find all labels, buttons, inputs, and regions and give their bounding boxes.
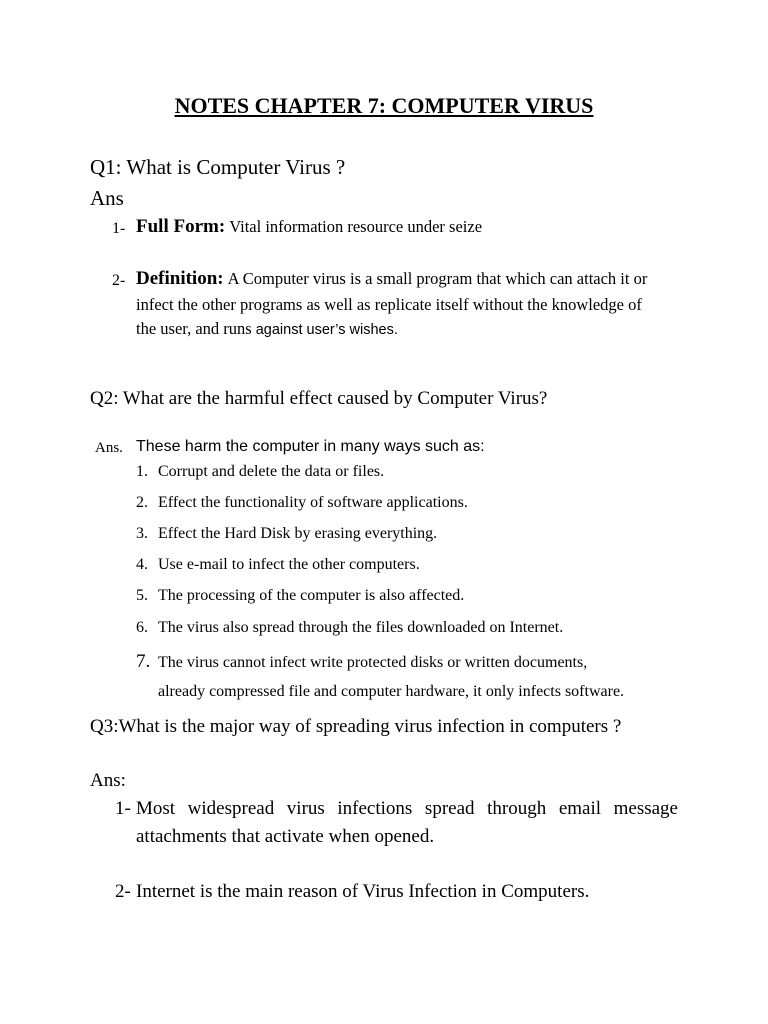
- harm-item-text: The virus cannot infect write protected disks or written documents,: [158, 654, 588, 671]
- q2-intro: These harm the computer in many ways such as:: [136, 438, 485, 455]
- harm-item-6: [136, 619, 563, 637]
- harm-item-number: 6.: [136, 619, 148, 636]
- q1-item-1-number: 1-: [112, 220, 126, 237]
- q3-item-2-line-1: Internet is the main reason of Virus Infection in Computers.: [136, 881, 590, 902]
- harm-item-text: Effect the Hard Disk by erasing everything.: [158, 525, 438, 542]
- definition-line-3: [136, 319, 398, 339]
- harm-item-1: [136, 463, 384, 481]
- harm-item-text: Use e-mail to infect the other computers.: [158, 556, 420, 573]
- harm-item-number: 7.: [136, 651, 151, 672]
- full-form-label: Full Form:: [136, 216, 226, 237]
- harm-item-7: [136, 651, 587, 673]
- q2-answer-label: Ans.: [95, 440, 123, 456]
- harm-item-7-continuation: already compressed file and computer hardware, it only infects software.: [158, 683, 625, 700]
- full-form-text: Vital information resource under seize: [229, 217, 483, 236]
- q1-question: Q1: What is Computer Virus ?: [90, 155, 346, 179]
- harm-item-text: Corrupt and delete the data or files.: [158, 463, 385, 480]
- definition-text-3: the user, and runs: [136, 319, 252, 338]
- harm-item-number: 2.: [136, 494, 148, 511]
- harm-item-number: 3.: [136, 525, 148, 542]
- harm-item-number: 1.: [136, 463, 148, 480]
- definition-tail: against user’s wishes.: [255, 322, 398, 338]
- q3-item-1-line-2: attachments that activate when opened.: [136, 826, 435, 847]
- harm-item-text: Effect the functionality of software applications.: [158, 494, 468, 511]
- harm-item-3: [136, 525, 437, 543]
- q3-item-1-line-1: Most widespread virus infections spread through email message: [136, 798, 678, 819]
- harm-item-number: 4.: [136, 556, 148, 573]
- q3-question: Q3:What is the major way of spreading virus infection in computers ?: [90, 716, 622, 737]
- definition-label: Definition:: [136, 268, 224, 289]
- harm-item-2: [136, 494, 468, 512]
- q2-question: Q2: What are the harmful effect caused by Computer Virus?: [90, 388, 548, 409]
- definition-text-1: A Computer virus is a small program that which can attach it or: [227, 269, 648, 288]
- q3-item-1-number: 1-: [115, 798, 131, 819]
- harm-item-text: The processing of the computer is also affected.: [158, 587, 465, 604]
- q1-answer-label: Ans: [90, 186, 124, 210]
- q1-item-2-number: 2-: [112, 272, 126, 289]
- harm-item-text: The virus also spread through the files downloaded on Internet.: [158, 619, 564, 636]
- q3-answer-label: Ans:: [90, 770, 126, 791]
- harm-item-4: [136, 556, 420, 574]
- page-title: NOTES CHAPTER 7: COMPUTER VIRUS: [174, 93, 594, 118]
- q1-item-1: [136, 216, 482, 238]
- q3-item-2-number: 2-: [115, 881, 131, 902]
- definition-line-2: infect the other programs as well as replicate itself without the knowledge of: [136, 295, 642, 314]
- harm-item-5: [136, 587, 464, 605]
- harm-item-number: 5.: [136, 587, 148, 604]
- definition-line-1: [136, 268, 647, 290]
